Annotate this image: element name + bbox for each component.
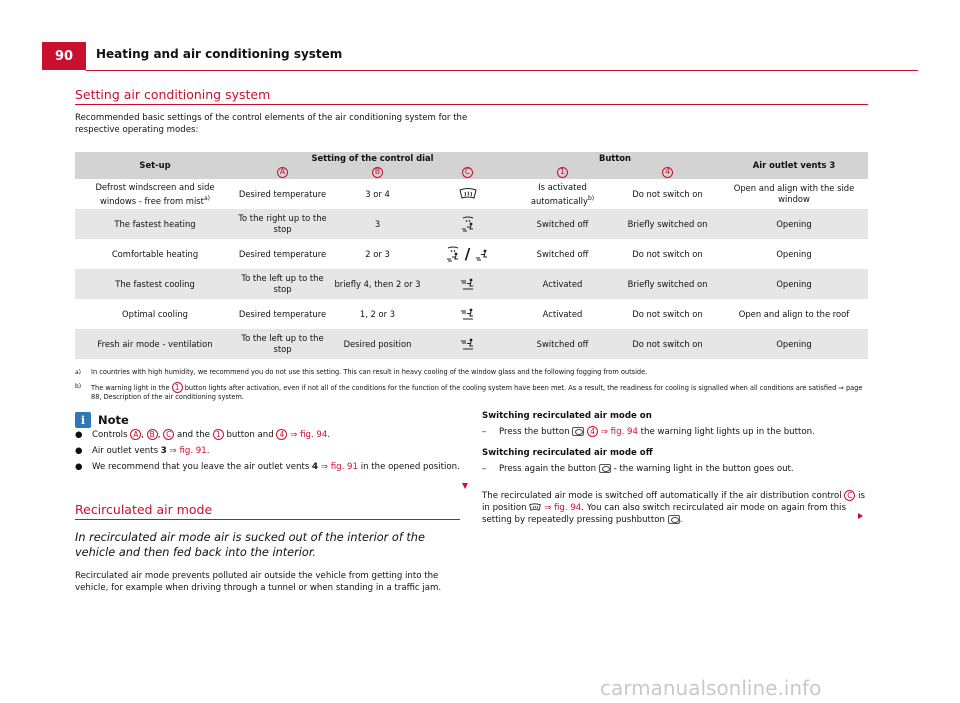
table-row (75, 329, 868, 359)
face-airflow-icon (460, 306, 476, 322)
cell-dial-c (425, 269, 510, 299)
cell-btn-1: Switched off (536, 248, 589, 259)
note-item-controls: ● Controls A , B , C and the 1 button and 4 ⇒ fig. 94. (75, 430, 331, 440)
note-header (75, 412, 129, 428)
dash-marker: – (482, 464, 487, 474)
cell-dial-c (425, 239, 510, 269)
cell-dial-a: Desired temperature (238, 248, 327, 259)
cell-setup: Defrost windscreen and side windows - free from mist$^{a)}$ (95, 181, 215, 206)
recirc-title: Recirculated air mode (75, 502, 213, 517)
cell-setup: Optimal cooling (122, 308, 188, 319)
recirc-on-heading: Switching recirculated air mode on (482, 411, 652, 421)
windscreen-foot-airflow-icon (460, 216, 476, 232)
cell-dial-b: Desired position (343, 338, 412, 349)
bullet-icon: ● (75, 446, 83, 456)
cell-setup: Comfortable heating (111, 248, 199, 259)
fig-link[interactable]: ⇒ fig. 91 (169, 446, 207, 456)
cell-dial-a: To the left up to the stop (241, 333, 324, 354)
cell-vents: Opening (776, 248, 812, 259)
cell-btn-4: Do not switch on (632, 338, 703, 349)
cell-vents: Open and align with the side window (733, 183, 855, 204)
dash-marker: – (482, 427, 487, 437)
settings-table (75, 152, 868, 359)
cell-btn-1: Activated (542, 278, 583, 289)
footnote-b (75, 382, 868, 402)
note-item-vents: ● Air outlet vents 3 ⇒ fig. 91. (75, 446, 210, 456)
cell-btn-4: Briefly switched on (627, 218, 708, 229)
fig-link[interactable]: ⇒ fig. 94 (544, 503, 582, 513)
cell-vents: Open and align to the roof (738, 308, 850, 319)
recirc-off-heading: Switching recirculated air mode off (482, 448, 653, 458)
cell-vents: Opening (776, 338, 812, 349)
section-end-icon (462, 483, 468, 489)
footnote-text: In countries with high humidity, we recommend you do not use this setting. This can result in heavy cooling of the window glass and the following fogging from outside. (91, 368, 648, 376)
section-intro: Recommended basic settings of the control elements of the air conditioning system for the respective operating modes: (75, 113, 468, 135)
bullet-icon: ● (75, 430, 83, 440)
table-row (75, 179, 868, 209)
windscreen-foot-airflow-icon (445, 246, 461, 262)
bullet-icon: ● (75, 462, 83, 472)
col-header-a: A (235, 165, 330, 179)
cell-btn-1: Is activated automatically$^{b)}$ (530, 181, 595, 206)
cell-btn-1: Switched off (536, 218, 589, 229)
recirc-divider (75, 519, 460, 520)
cell-btn-4: Do not switch on (632, 308, 703, 319)
cell-dial-b: 3 or 4 (365, 188, 390, 199)
foot-airflow-icon (474, 246, 490, 262)
note-title: Note (98, 413, 129, 427)
recirc-button-icon (572, 427, 584, 436)
header-divider (86, 70, 918, 71)
cell-vents: Opening (776, 218, 812, 229)
continue-arrow-icon (858, 513, 863, 519)
recirc-lead: In recirculated air mode air is sucked out of the interior of the vehicle and then fed back into the interior. (75, 531, 425, 559)
cell-btn-4: Do not switch on (632, 248, 703, 259)
recirc-auto-para: The recirculated air mode is switched off automatically if the air distribution control C is in position ⇒ fig. 94. You can also switch recirculated air mode on again from this setting by repeatedly pressing pushbutton . (482, 491, 865, 525)
cell-setup: Fresh air mode - ventilation (97, 338, 213, 349)
table-row (75, 269, 868, 299)
cell-dial-b: 1, 2 or 3 (359, 308, 396, 319)
cell-dial-a: Desired temperature (238, 308, 327, 319)
cell-dial-a: Desired temperature (238, 188, 327, 199)
watermark: carmanualsonline.info (600, 676, 822, 700)
button-1-marker: 1 (172, 382, 183, 393)
page-number: 90 (42, 42, 86, 70)
icon-separator: / (464, 244, 471, 263)
col-header-button: Button (598, 153, 632, 163)
fig-link[interactable]: ⇒ fig. 94 (290, 430, 328, 440)
col-header-b: B (330, 165, 425, 179)
table-row (75, 239, 868, 269)
table-row (75, 299, 868, 329)
section-title: Setting air conditioning system (75, 87, 271, 102)
table-row (75, 209, 868, 239)
info-icon: i (75, 412, 91, 428)
cell-btn-1: Switched off (536, 338, 589, 349)
cell-setup: The fastest heating (114, 218, 196, 229)
face-airflow-icon (460, 276, 476, 292)
recirc-button-icon (599, 464, 611, 473)
cell-dial-c (425, 299, 510, 329)
fig-link[interactable]: ⇒ fig. 91 (320, 462, 358, 472)
cell-setup: The fastest cooling (115, 278, 195, 289)
cell-dial-a: To the left up to the stop (241, 273, 324, 294)
defrost-icon (459, 188, 477, 200)
recirc-body: Recirculated air mode prevents polluted air outside the vehicle from getting into the vehicle, for example when driving through a tunnel or when standing in a traffic jam. (75, 571, 442, 593)
face-airflow-icon (460, 336, 476, 352)
cell-vents: Opening (776, 278, 812, 289)
cell-btn-1: Activated (542, 308, 583, 319)
cell-btn-4: Do not switch on (632, 188, 703, 199)
cell-dial-b: briefly 4, then 2 or 3 (334, 278, 421, 289)
recirc-button-icon (668, 515, 680, 524)
defrost-icon (529, 503, 541, 512)
chapter-title: Heating and air conditioning system (96, 47, 343, 61)
col-header-dial: Setting of the control dial (311, 153, 434, 163)
section-divider (75, 104, 868, 105)
cell-dial-a: To the right up to the stop (238, 213, 327, 234)
cell-dial-c (425, 179, 510, 209)
note-item-recommend: ● We recommend that you leave the air outlet vents 4 ⇒ fig. 91 in the opened position. (75, 462, 460, 472)
recirc-on-step: – Press the button 4 ⇒ fig. 94 the warning light lights up in the button. (482, 427, 815, 437)
cell-dial-b: 3 (374, 218, 381, 229)
footnote-text: The warning light in the 1 button lights after activation, even if not all of the conditions for the function of the cooling system have been met. As a result, the readiness for cooling is signalled when all conditions are satisfied ⇒ page 88, Description of the air conditioning system. (91, 382, 863, 401)
recirc-off-step: – Press again the button - the warning light in the button goes out. (482, 464, 794, 474)
col-header-vents: Air outlet vents 3 (752, 160, 836, 170)
cell-dial-c (425, 329, 510, 359)
footnote-mark: a) (75, 369, 82, 376)
col-header-c: C (425, 165, 510, 179)
footnote-mark: b) (75, 383, 82, 390)
col-header-setup: Set-up (139, 160, 171, 170)
cell-dial-b: 2 or 3 (365, 248, 390, 259)
col-header-1: 1 (510, 165, 615, 179)
cell-dial-c (425, 209, 510, 239)
fig-link[interactable]: ⇒ fig. 94 (600, 427, 638, 437)
cell-btn-4: Briefly switched on (627, 278, 708, 289)
col-header-4: 4 (615, 165, 720, 179)
footnote-a (75, 368, 868, 377)
